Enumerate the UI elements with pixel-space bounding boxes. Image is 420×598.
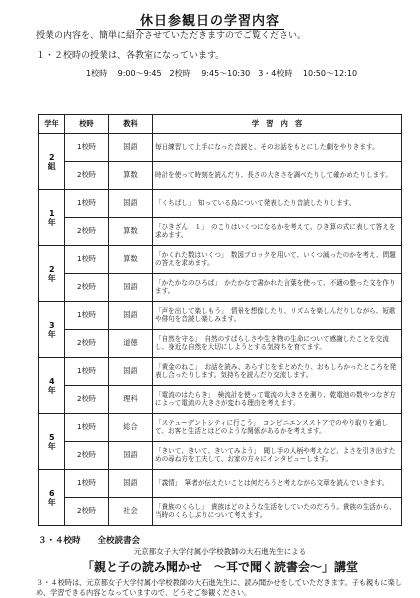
period-cell: 1校時	[65, 470, 109, 498]
table-row	[39, 134, 402, 162]
closing-note: ３・４校時は、元京都女子大学付属小学校教師の大石進先生に、読み聞かせをしていただきます。子も親もに楽しめ、学習できる内容となっていますので、どうぞご参観ください。	[36, 578, 402, 597]
period-cell: 2校時	[65, 386, 109, 414]
content-cell: 毎日練習して上手になった音読と、そのお話をもとにした劇をやりきます。	[153, 134, 402, 162]
header-content: 学 習 内 容	[153, 115, 402, 134]
period-cell: 2校時	[65, 442, 109, 470]
content-cell: 「電流のはたらき」 検流計を使って電流の大きさを測り、乾電池の数やつなぎ方によって電流の大きさが変わる理由を考えます。	[153, 386, 402, 414]
subject-cell: 国語	[109, 358, 153, 386]
grade-cell	[39, 470, 65, 526]
table-row	[39, 414, 402, 442]
grade-cell	[39, 246, 65, 302]
intro-text: 授業の内容を、簡単に紹介させていただきますのでご覧ください。	[36, 31, 307, 41]
header-period: 校時	[65, 115, 109, 134]
period-cell: 1校時	[65, 134, 109, 162]
period-cell: 1校時	[65, 302, 109, 330]
table-row	[39, 358, 402, 386]
schedule-times: 1校時 9:00～9:45 2校時 9:45～10:30 3・4校時 10:50～12:10	[86, 69, 358, 78]
content-cell: 「黄金のねこ」 お話を読み、あらすじをまとめたり、おもしろかったところを発表し合ったりします。気持ちを読んだり交流します。	[153, 358, 402, 386]
header-grade: 学年	[39, 115, 65, 134]
subject-cell: 国語	[109, 134, 153, 162]
subject-cell: 国語	[109, 302, 153, 330]
table-header-row	[39, 115, 402, 134]
subject-cell: 総合	[109, 414, 153, 442]
grade-label: 1年	[47, 209, 57, 226]
subject-cell: 国語	[109, 442, 153, 470]
table-row	[39, 246, 402, 274]
table-row	[39, 190, 402, 218]
subject-cell: 国語	[109, 274, 153, 302]
lecturer-line: 元京都女子大学付属小学校教師の大石進先生による	[133, 547, 307, 556]
grade-cell	[39, 358, 65, 414]
period-cell: 2校時	[65, 498, 109, 526]
subject-cell: 算数	[109, 218, 153, 246]
grade-cell	[39, 414, 65, 470]
grade-label: 4年	[47, 377, 57, 394]
period-cell: 2校時	[65, 330, 109, 358]
content-cell: 「義情」 筆者が伝えたいことは何だろうと考えながら文章を読んでいきます。	[153, 470, 402, 498]
period-cell: 2校時	[65, 162, 109, 190]
header-subject: 教科	[109, 115, 153, 134]
content-cell: 「かたかなのひろば」 かたかなで書かれた言葉を使って、不適の整った文を作ります。	[153, 274, 402, 302]
grade-label: 2年	[47, 265, 57, 282]
table-row	[39, 442, 402, 470]
period-cell: 1校時	[65, 414, 109, 442]
subject-cell: 国語	[109, 470, 153, 498]
subject-cell: 理科	[109, 386, 153, 414]
lesson-table	[38, 114, 402, 526]
period-cell: 2校時	[65, 218, 109, 246]
period-cell: 1校時	[65, 358, 109, 386]
subject-cell: 算数	[109, 246, 153, 274]
subject-cell: 社会	[109, 498, 153, 526]
grade-cell	[39, 134, 65, 190]
table-row	[39, 470, 402, 498]
grade-cell	[39, 190, 65, 246]
content-cell: 「ステューデントシティに行こう」 コンビニエンスストアでのやり取りを通して、お客と生活とはどのような関係があるかを考えます。	[153, 414, 402, 442]
period-cell: 1校時	[65, 246, 109, 274]
classroom-note: １・２校時の授業は、各教室になっています。	[36, 51, 225, 61]
content-cell: 「自然を守る」 自然のすばらしさや生き物の生命について感謝したことを交流し、身近な自然を大切にしようとする気持ちを育てます。	[153, 330, 402, 358]
table-row	[39, 386, 402, 414]
table-row	[39, 498, 402, 526]
subject-cell: 国語	[109, 190, 153, 218]
table-row	[39, 218, 402, 246]
subject-cell: 道徳	[109, 330, 153, 358]
grade-label: 2組	[47, 153, 57, 170]
table-row	[39, 274, 402, 302]
content-cell: 「貴族のくらし」 貴族はどのような生活をしていたのだろう。貴族の生活から、当時のくらしぶりについて考えます。	[153, 498, 402, 526]
lecture-title: 「親と子の読み聞かせ ～耳で聞く読書会～」講堂	[81, 560, 358, 574]
content-cell: 「かくれた数はいくつ」 数図ブロックを用いて、いくつ減ったのかを考え、問題の答えを求めます。	[153, 246, 402, 274]
grade-label: 6年	[47, 489, 57, 506]
period-cell: 2校時	[65, 274, 109, 302]
grade-label: 5年	[47, 433, 57, 450]
content-cell: 時計を使って時刻を読んだり、長さの大きさを調べたりして確かめたりします。	[153, 162, 402, 190]
table-row	[39, 162, 402, 190]
table-row	[39, 302, 402, 330]
content-cell: 「くちばし」 知っている鳥について発表したり音読したりします。	[153, 190, 402, 218]
content-cell: 「きいて、きいて、きいてみよう」 聞し手の人柄や考えなど、よさを引き出すための尋ね方を工夫して、お家の方々にインタビューします。	[153, 442, 402, 470]
section-heading: ３・４校時 全校読書会	[38, 536, 141, 546]
grade-cell	[39, 302, 65, 358]
period-cell: 1校時	[65, 190, 109, 218]
subject-cell: 算数	[109, 162, 153, 190]
page-title: 休日参観日の学習内容	[0, 10, 420, 29]
table-row	[39, 330, 402, 358]
content-cell: 「ひきざん １」 のこりはいくつになるかを考えて、ひき算の式に表して答えを求めます。	[153, 218, 402, 246]
content-cell: 「声を出して楽しもう」 情景を想像したり、リズムを楽しんだりしながら、短歌や俳句を音読し楽しみます。	[153, 302, 402, 330]
grade-label: 3年	[47, 321, 57, 338]
